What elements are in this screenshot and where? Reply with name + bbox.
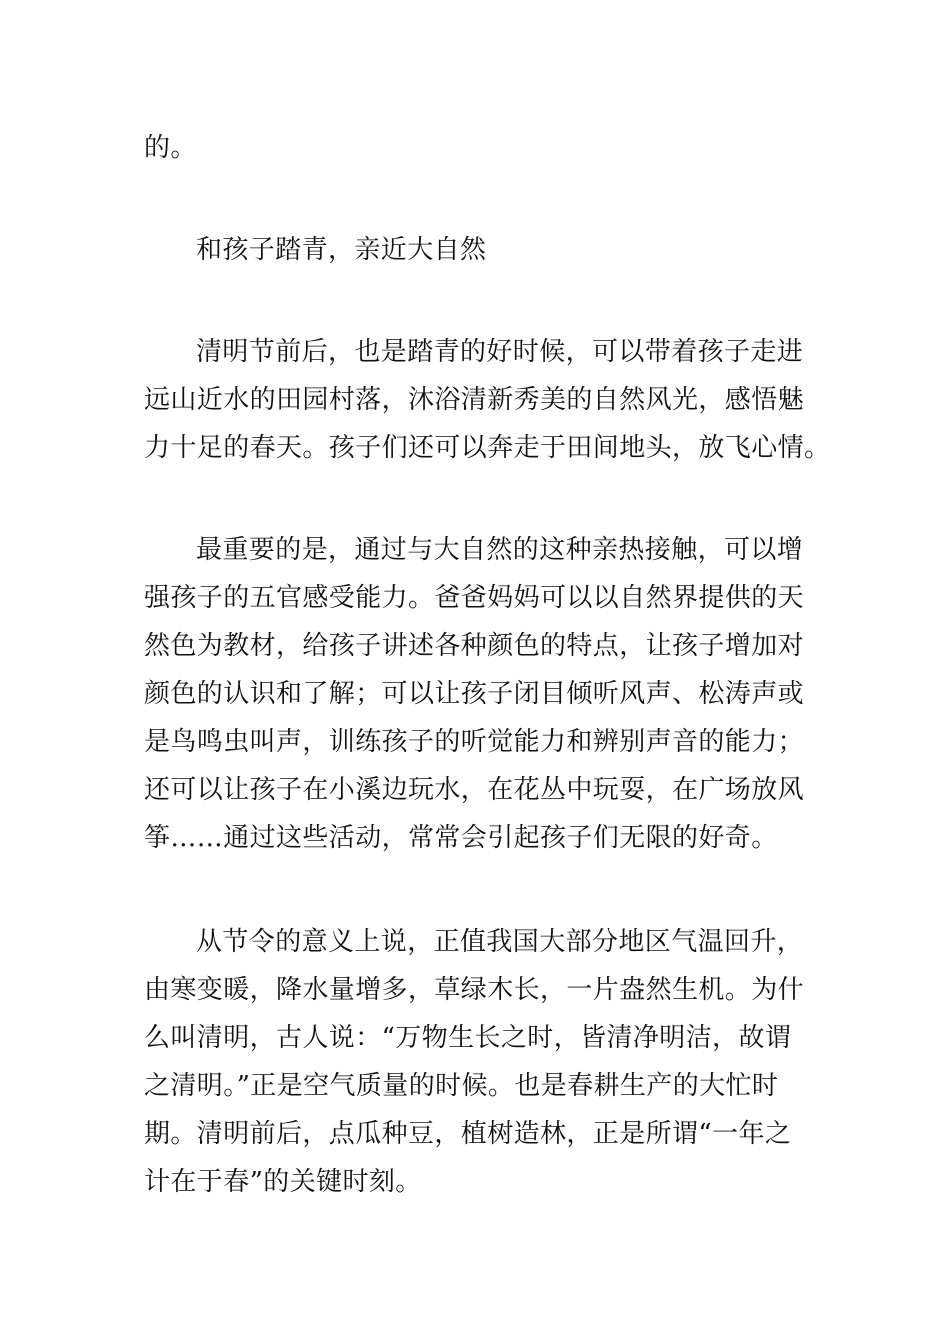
paragraph-line: 之清明。”正是空气质量的时候。也是春耕生产的大忙时 (144, 1071, 779, 1101)
paragraph-line: 最重要的是，通过与大自然的这种亲热接触，可以增 (196, 535, 804, 565)
paragraph-line: 力十足的春天。孩子们还可以奔走于田间地头，放飞心情。 (144, 433, 831, 463)
paragraph-line: 是鸟鸣虫叫声，训练孩子的听觉能力和辨别声音的能力； (144, 727, 805, 757)
paragraph-line: 由寒变暖，降水量增多，草绿木长，一片盎然生机。为什 (144, 975, 805, 1005)
paragraph-line: 还可以让孩子在小溪边玩水，在花丛中玩耍，在广场放风 (144, 775, 805, 805)
paragraph-line: 强孩子的五官感受能力。爸爸妈妈可以以自然界提供的天 (144, 583, 805, 613)
paragraph-line: 然色为教材，给孩子讲述各种颜色的特点，让孩子增加对 (144, 631, 805, 661)
paragraph-line: 计在于春”的关键时刻。 (144, 1167, 422, 1197)
section-heading: 和孩子踏青，亲近大自然 (196, 235, 487, 265)
paragraph-line: 清明节前后，也是踏青的好时候，可以带着孩子走进 (196, 337, 804, 367)
paragraph-line: 远山近水的田园村落，沐浴清新秀美的自然风光，感悟魅 (144, 385, 805, 415)
paragraph-line: 么叫清明，古人说：“万物生长之时，皆清净明洁，故谓 (144, 1023, 792, 1053)
paragraph-line: 期。清明前后，点瓜种豆，植树造林，正是所谓“一年之 (144, 1119, 792, 1149)
paragraph-line: 的。 (144, 133, 197, 163)
paragraph-line: 颜色的认识和了解；可以让孩子闭目倾听风声、松涛声或 (144, 679, 805, 709)
paragraph-line: 从节令的意义上说，正值我国大部分地区气温回升， (196, 927, 804, 957)
paragraph-line: 筝……通过这些活动，常常会引起孩子们无限的好奇。 (144, 823, 778, 853)
